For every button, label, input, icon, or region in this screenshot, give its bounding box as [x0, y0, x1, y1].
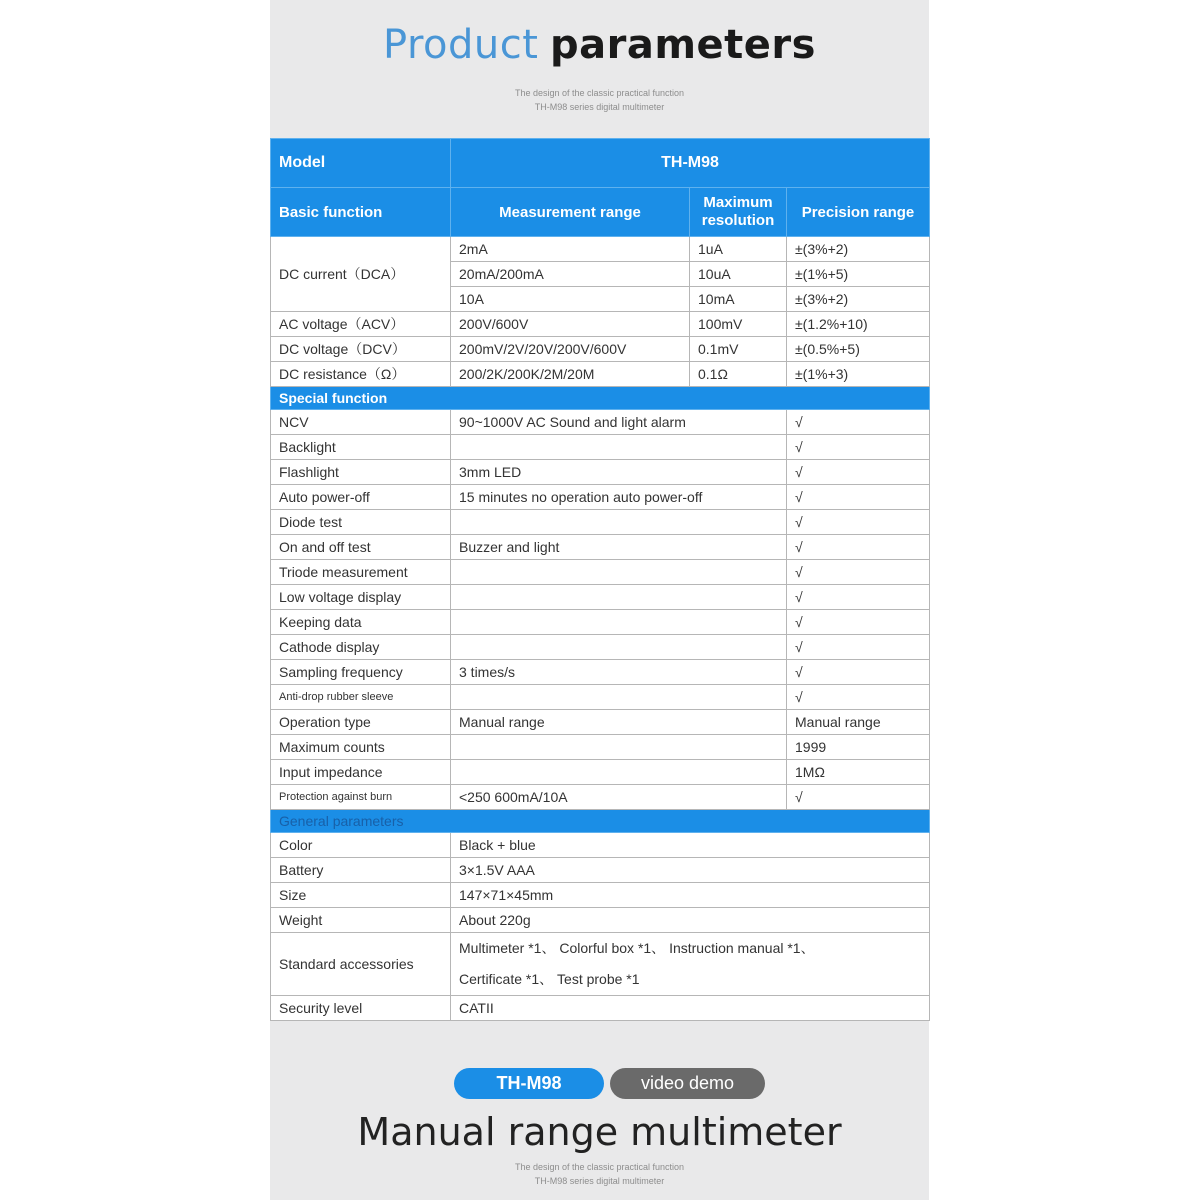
basic-header-resolution: Maximum resolution: [690, 188, 787, 237]
accessories-line-2: Certificate *1、 Test probe *1: [459, 971, 640, 987]
model-label: Model: [271, 139, 451, 188]
product-panel: [270, 0, 929, 1200]
table-row: [271, 635, 930, 660]
basic-label: AC voltage（ACV）: [271, 312, 451, 337]
special-label: Protection against burn: [271, 785, 451, 810]
special-value: √: [787, 435, 930, 460]
basic-header-function: Basic function: [271, 188, 451, 237]
dc-current-resolution: 10uA: [690, 262, 787, 287]
special-desc: 90~1000V AC Sound and light alarm: [451, 410, 787, 435]
table-row: [271, 785, 930, 810]
basic-precision: ±(0.5%+5): [787, 337, 930, 362]
special-header-row: [271, 387, 930, 410]
basic-header-range: Measurement range: [451, 188, 690, 237]
table-row: [271, 337, 930, 362]
footer-subtitle-line-1: The design of the classic practical function: [514, 1162, 685, 1172]
basic-resolution: 100mV: [690, 312, 787, 337]
special-label: Auto power-off: [271, 485, 451, 510]
special-value: 1999: [787, 735, 930, 760]
table-row: [271, 710, 930, 735]
special-desc: Buzzer and light: [451, 535, 787, 560]
table-row: [271, 685, 930, 710]
video-demo-button[interactable]: video demo: [610, 1068, 765, 1099]
special-value: √: [787, 535, 930, 560]
special-value: √: [787, 510, 930, 535]
table-row: [271, 610, 930, 635]
dc-current-resolution: 1uA: [690, 237, 787, 262]
special-desc: [451, 685, 787, 710]
subtitle-line-1: The design of the classic practical function: [514, 88, 685, 98]
dc-current-precision: ±(3%+2): [787, 287, 930, 312]
model-pill-button[interactable]: TH-M98: [454, 1068, 604, 1099]
special-desc: [451, 760, 787, 785]
special-value: √: [787, 635, 930, 660]
basic-label: DC voltage（DCV）: [271, 337, 451, 362]
special-label: Triode measurement: [271, 560, 451, 585]
footer-title: Manual range multimeter: [357, 1110, 842, 1154]
special-value: √: [787, 685, 930, 710]
dc-current-label: DC current（DCA）: [271, 237, 451, 312]
table-row: [271, 560, 930, 585]
general-header: General parameters: [271, 810, 930, 833]
special-desc: [451, 560, 787, 585]
accessories-row: [271, 933, 930, 996]
spec-table: [270, 138, 930, 1021]
basic-header-row: [271, 188, 930, 237]
table-row: [271, 535, 930, 560]
special-label: NCV: [271, 410, 451, 435]
table-row: [271, 585, 930, 610]
security-row: [271, 996, 930, 1021]
basic-range: 200mV/2V/20V/200V/600V: [451, 337, 690, 362]
subtitle-line-2: TH-M98 series digital multimeter: [534, 102, 665, 112]
basic-precision: ±(1%+3): [787, 362, 930, 387]
dc-current-precision: ±(1%+5): [787, 262, 930, 287]
special-value: √: [787, 785, 930, 810]
header-subtitle: [270, 86, 929, 114]
model-row: [271, 139, 930, 188]
table-row: [271, 760, 930, 785]
accessories-line-1: Multimeter *1、 Colorful box *1、 Instruction manual *1、: [459, 940, 815, 956]
special-label: Keeping data: [271, 610, 451, 635]
table-row: [271, 858, 930, 883]
table-row: [271, 833, 930, 858]
special-label: Flashlight: [271, 460, 451, 485]
special-desc: [451, 610, 787, 635]
special-label: Input impedance: [271, 760, 451, 785]
footer-subtitle: [270, 1160, 929, 1188]
security-value: CATII: [451, 996, 930, 1021]
general-label: Color: [271, 833, 451, 858]
table-row: [271, 735, 930, 760]
special-desc: 3mm LED: [451, 460, 787, 485]
special-label: Sampling frequency: [271, 660, 451, 685]
special-value: √: [787, 585, 930, 610]
table-row: [271, 312, 930, 337]
special-value: √: [787, 560, 930, 585]
general-header-row: [271, 810, 930, 833]
table-row: [271, 460, 930, 485]
title-bold: parameters: [550, 22, 816, 68]
general-value: 147×71×45mm: [451, 883, 930, 908]
table-row: [271, 510, 930, 535]
general-value: About 220g: [451, 908, 930, 933]
table-row: [271, 237, 930, 262]
table-row: [271, 908, 930, 933]
special-value: √: [787, 460, 930, 485]
dc-current-range: 2mA: [451, 237, 690, 262]
special-value: 1MΩ: [787, 760, 930, 785]
general-value: Black + blue: [451, 833, 930, 858]
special-desc: [451, 585, 787, 610]
special-desc: 3 times/s: [451, 660, 787, 685]
special-label: Low voltage display: [271, 585, 451, 610]
page-title: [270, 22, 929, 68]
footer-subtitle-line-2: TH-M98 series digital multimeter: [534, 1176, 665, 1186]
special-desc: <250 600mA/10A: [451, 785, 787, 810]
table-row: [271, 485, 930, 510]
basic-resolution: 0.1mV: [690, 337, 787, 362]
special-value: √: [787, 410, 930, 435]
special-label: Maximum counts: [271, 735, 451, 760]
basic-resolution: 0.1Ω: [690, 362, 787, 387]
general-label: Weight: [271, 908, 451, 933]
special-desc: Manual range: [451, 710, 787, 735]
special-label: On and off test: [271, 535, 451, 560]
special-value: Manual range: [787, 710, 930, 735]
accessories-label: Standard accessories: [271, 933, 451, 996]
table-row: [271, 362, 930, 387]
general-label: Battery: [271, 858, 451, 883]
basic-range: 200V/600V: [451, 312, 690, 337]
special-value: √: [787, 610, 930, 635]
special-label: Operation type: [271, 710, 451, 735]
table-row: [271, 435, 930, 460]
special-header: Special function: [271, 387, 930, 410]
special-desc: [451, 435, 787, 460]
table-row: [271, 883, 930, 908]
basic-range: 200/2K/200K/2M/20M: [451, 362, 690, 387]
special-desc: [451, 635, 787, 660]
title-light: Product: [383, 22, 539, 68]
special-label: Cathode display: [271, 635, 451, 660]
special-label: Backlight: [271, 435, 451, 460]
basic-header-precision: Precision range: [787, 188, 930, 237]
special-label: Anti-drop rubber sleeve: [271, 685, 451, 710]
special-value: √: [787, 485, 930, 510]
special-desc: [451, 510, 787, 535]
special-desc: 15 minutes no operation auto power-off: [451, 485, 787, 510]
dc-current-resolution: 10mA: [690, 287, 787, 312]
special-label: Diode test: [271, 510, 451, 535]
general-value: 3×1.5V AAA: [451, 858, 930, 883]
model-value: TH-M98: [451, 139, 930, 188]
general-label: Size: [271, 883, 451, 908]
basic-label: DC resistance（Ω）: [271, 362, 451, 387]
special-desc: [451, 735, 787, 760]
table-row: [271, 410, 930, 435]
special-value: √: [787, 660, 930, 685]
basic-precision: ±(1.2%+10): [787, 312, 930, 337]
dc-current-range: 20mA/200mA: [451, 262, 690, 287]
security-label: Security level: [271, 996, 451, 1021]
dc-current-precision: ±(3%+2): [787, 237, 930, 262]
accessories-value: [451, 933, 930, 996]
table-row: [271, 660, 930, 685]
dc-current-range: 10A: [451, 287, 690, 312]
